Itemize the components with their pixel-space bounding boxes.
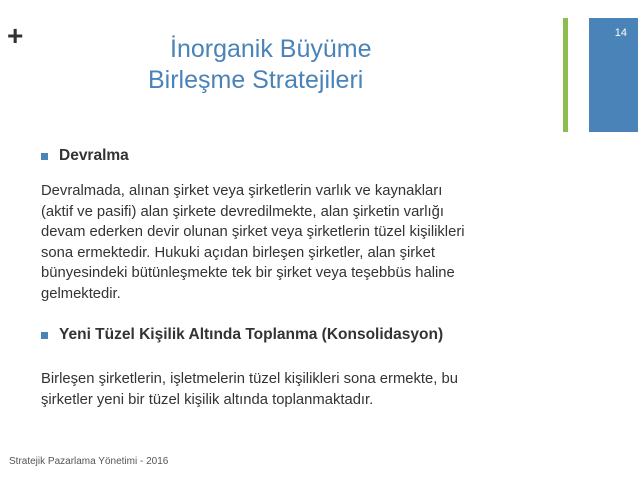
paragraph-line: şirketler yeni bir tüzel kişilik altında toplanmaktadır. <box>41 391 374 408</box>
slide-number: 14 <box>614 27 627 39</box>
paragraph-line: gelmektedir. <box>41 285 121 302</box>
section-heading-label: Yeni Tüzel Kişilik Altında Toplanma (Konsolidasyon) <box>59 326 444 343</box>
accent-bar-green <box>563 18 568 132</box>
paragraph-line: devam ederken devir olunan şirket veya şirketlerin tüzel kişilikleri <box>41 224 465 240</box>
paragraph-line: bünyesindeki bütünleşmekte tek bir şirket veya teşebbüs haline <box>41 265 455 281</box>
bullet-square-icon <box>41 332 48 339</box>
paragraph-line: sona ermektedir. Hukuki açıdan birleşen şirketler, alan şirket <box>41 244 435 261</box>
bullet-square-icon <box>41 153 48 160</box>
footer-text: Stratejik Pazarlama Yönetimi - 2016 <box>9 456 169 467</box>
paragraph-line: (aktif ve pasifi) alan şirkete devredilmekte, alan şirketin varlığı <box>41 203 444 220</box>
title-line-2: Birleşme Stratejileri <box>148 66 364 94</box>
paragraph-konsolidasyon <box>41 369 571 410</box>
title-line-1: İnorganik Büyüme <box>170 35 372 63</box>
section-heading-label: Devralma <box>59 147 129 164</box>
section-heading-konsolidasyon <box>41 325 443 345</box>
section-heading-devralma <box>41 146 129 166</box>
paragraph-line: Devralmada, alınan şirket veya şirketlerin varlık ve kaynakları <box>41 183 443 199</box>
paragraph-line: Birleşen şirketlerin, işletmelerin tüzel kişilikleri sona ermekte, bu <box>41 371 458 387</box>
plus-icon: + <box>7 20 24 51</box>
paragraph-devralma <box>41 181 571 304</box>
